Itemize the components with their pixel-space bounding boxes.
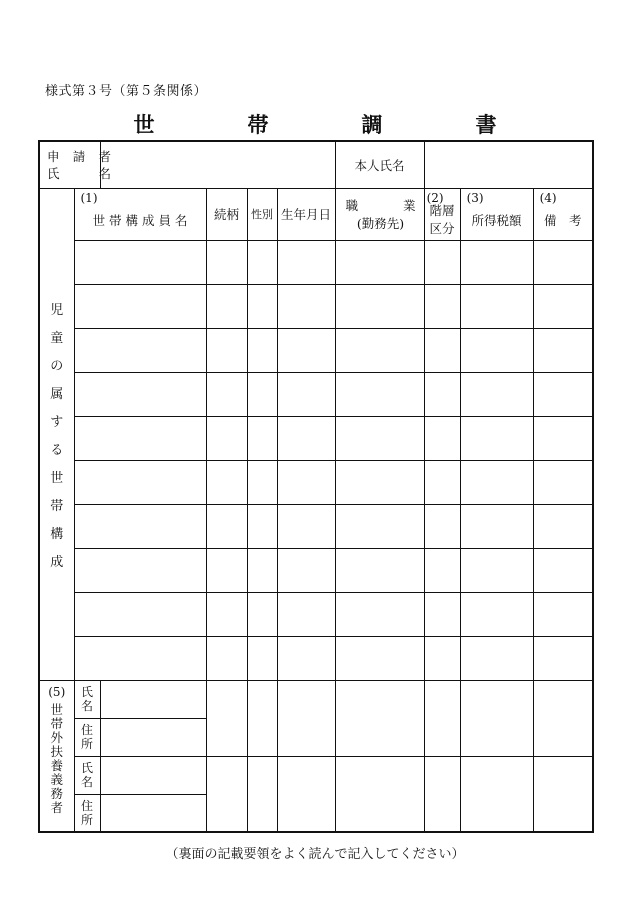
remarks-cell[interactable] bbox=[533, 460, 593, 504]
instruction-note: （裏面の記載要領をよく読んで記入してください） bbox=[165, 847, 465, 862]
income-tax-cell[interactable] bbox=[460, 592, 533, 636]
member-name-cell[interactable] bbox=[74, 548, 206, 592]
income-tax-cell[interactable] bbox=[460, 240, 533, 284]
member-name-cell[interactable] bbox=[74, 328, 206, 372]
birthdate-cell[interactable] bbox=[277, 636, 335, 680]
class-cell[interactable] bbox=[424, 284, 460, 328]
table-row bbox=[39, 636, 593, 680]
supporter-birthdate-cell[interactable] bbox=[277, 680, 335, 756]
birthdate-cell[interactable] bbox=[277, 504, 335, 548]
class-cell[interactable] bbox=[424, 504, 460, 548]
occupation-header: 職 業 (勤務先) bbox=[335, 188, 424, 240]
document-title: 世 帯 調 書 bbox=[133, 112, 533, 137]
member-name-cell[interactable] bbox=[74, 284, 206, 328]
supporter-birthdate-cell[interactable] bbox=[277, 756, 335, 832]
table-row bbox=[39, 372, 593, 416]
class-cell[interactable] bbox=[424, 460, 460, 504]
supporter-name-label: 氏 名 bbox=[74, 680, 100, 718]
income-tax-cell[interactable] bbox=[460, 416, 533, 460]
relation-header: 続柄 bbox=[206, 188, 247, 240]
supporter-relation-cell[interactable] bbox=[206, 756, 247, 832]
applicant-name-field[interactable] bbox=[100, 141, 335, 188]
supporter-sex-cell[interactable] bbox=[247, 680, 277, 756]
sex-header: 性別 bbox=[247, 188, 277, 240]
supporter-sex-cell[interactable] bbox=[247, 756, 277, 832]
remarks-cell[interactable] bbox=[533, 328, 593, 372]
remarks-header: (4) 備 考 bbox=[533, 188, 593, 240]
relation-cell[interactable] bbox=[206, 592, 247, 636]
relation-cell[interactable] bbox=[206, 372, 247, 416]
sex-cell[interactable] bbox=[247, 372, 277, 416]
member-name-header: (1) 世 帯 構 成 員 名 bbox=[74, 188, 206, 240]
occupation-cell[interactable] bbox=[335, 240, 424, 284]
member-name-cell[interactable] bbox=[74, 240, 206, 284]
birthdate-cell[interactable] bbox=[277, 592, 335, 636]
income-tax-cell[interactable] bbox=[460, 636, 533, 680]
remarks-cell[interactable] bbox=[533, 548, 593, 592]
supporter-address-label: 住 所 bbox=[74, 718, 100, 756]
occupation-cell[interactable] bbox=[335, 636, 424, 680]
class-header: (2) 階層 区分 bbox=[424, 188, 460, 240]
birthdate-cell[interactable] bbox=[277, 460, 335, 504]
table-row bbox=[39, 328, 593, 372]
remarks-cell[interactable] bbox=[533, 372, 593, 416]
relation-cell[interactable] bbox=[206, 504, 247, 548]
member-name-cell[interactable] bbox=[74, 636, 206, 680]
household-survey-table bbox=[38, 140, 594, 833]
sex-cell[interactable] bbox=[247, 416, 277, 460]
remarks-cell[interactable] bbox=[533, 592, 593, 636]
occupation-cell[interactable] bbox=[335, 284, 424, 328]
occupation-cell[interactable] bbox=[335, 460, 424, 504]
table-row bbox=[39, 416, 593, 460]
income-tax-cell[interactable] bbox=[460, 372, 533, 416]
remarks-cell[interactable] bbox=[533, 416, 593, 460]
supporter-income-tax-cell[interactable] bbox=[460, 680, 533, 756]
table-row bbox=[39, 592, 593, 636]
income-tax-cell[interactable] bbox=[460, 504, 533, 548]
income-tax-cell[interactable] bbox=[460, 460, 533, 504]
form-code: 様式第３号（第５条関係） bbox=[45, 84, 208, 99]
remarks-cell[interactable] bbox=[533, 504, 593, 548]
supporter-remarks-cell[interactable] bbox=[533, 680, 593, 756]
relation-cell[interactable] bbox=[206, 460, 247, 504]
occupation-cell[interactable] bbox=[335, 504, 424, 548]
supporter-address-field[interactable] bbox=[100, 718, 206, 756]
birthdate-cell[interactable] bbox=[277, 240, 335, 284]
relation-cell[interactable] bbox=[206, 284, 247, 328]
member-name-cell[interactable] bbox=[74, 592, 206, 636]
class-cell[interactable] bbox=[424, 636, 460, 680]
supporter-income-tax-cell[interactable] bbox=[460, 756, 533, 832]
applicant-name-label: 申 請 者 氏 名 bbox=[39, 141, 100, 188]
member-name-cell[interactable] bbox=[74, 416, 206, 460]
supporter-occupation-cell[interactable] bbox=[335, 756, 424, 832]
supporter-name-field[interactable] bbox=[100, 680, 206, 718]
income-tax-cell[interactable] bbox=[460, 548, 533, 592]
class-cell[interactable] bbox=[424, 328, 460, 372]
relation-cell[interactable] bbox=[206, 416, 247, 460]
self-name-field[interactable] bbox=[424, 141, 593, 188]
class-cell[interactable] bbox=[424, 372, 460, 416]
birthdate-cell[interactable] bbox=[277, 284, 335, 328]
sex-cell[interactable] bbox=[247, 592, 277, 636]
supporter-class-cell[interactable] bbox=[424, 680, 460, 756]
income-tax-header: (3) 所得税額 bbox=[460, 188, 533, 240]
income-tax-cell[interactable] bbox=[460, 284, 533, 328]
sex-cell[interactable] bbox=[247, 284, 277, 328]
sex-cell[interactable] bbox=[247, 460, 277, 504]
table-row bbox=[39, 548, 593, 592]
class-cell[interactable] bbox=[424, 592, 460, 636]
class-cell[interactable] bbox=[424, 548, 460, 592]
supporter-name-label: 氏 名 bbox=[74, 756, 100, 794]
sex-cell[interactable] bbox=[247, 504, 277, 548]
applicant-row bbox=[39, 141, 593, 188]
external-supporter-label: (5) 世 帯 外 扶 養 義 務 者 bbox=[39, 680, 74, 832]
occupation-cell[interactable] bbox=[335, 592, 424, 636]
class-cell[interactable] bbox=[424, 416, 460, 460]
supporter-occupation-cell[interactable] bbox=[335, 680, 424, 756]
table-row bbox=[39, 504, 593, 548]
table-row bbox=[39, 284, 593, 328]
supporter-row-2-name bbox=[39, 756, 593, 794]
supporter-row-1-name bbox=[39, 680, 593, 718]
relation-cell[interactable] bbox=[206, 636, 247, 680]
supporter-address-field[interactable] bbox=[100, 794, 206, 832]
sex-cell[interactable] bbox=[247, 328, 277, 372]
self-name-label: 本人氏名 bbox=[335, 141, 424, 188]
member-name-cell[interactable] bbox=[74, 504, 206, 548]
income-tax-cell[interactable] bbox=[460, 328, 533, 372]
relation-cell[interactable] bbox=[206, 548, 247, 592]
birthdate-cell[interactable] bbox=[277, 548, 335, 592]
birthdate-cell[interactable] bbox=[277, 416, 335, 460]
household-composition-label: 児 童 の 属 す る 世 帯 構 成 bbox=[39, 188, 74, 680]
occupation-cell[interactable] bbox=[335, 372, 424, 416]
supporter-remarks-cell[interactable] bbox=[533, 756, 593, 832]
relation-cell[interactable] bbox=[206, 328, 247, 372]
occupation-cell[interactable] bbox=[335, 416, 424, 460]
member-name-cell[interactable] bbox=[74, 460, 206, 504]
remarks-cell[interactable] bbox=[533, 240, 593, 284]
occupation-cell[interactable] bbox=[335, 548, 424, 592]
remarks-cell[interactable] bbox=[533, 284, 593, 328]
household-header-row bbox=[39, 188, 593, 240]
birthdate-header: 生年月日 bbox=[277, 188, 335, 240]
table-row bbox=[39, 240, 593, 284]
supporter-relation-cell[interactable] bbox=[206, 680, 247, 756]
class-cell[interactable] bbox=[424, 240, 460, 284]
supporter-address-label: 住 所 bbox=[74, 794, 100, 832]
birthdate-cell[interactable] bbox=[277, 372, 335, 416]
birthdate-cell[interactable] bbox=[277, 328, 335, 372]
member-name-cell[interactable] bbox=[74, 372, 206, 416]
supporter-class-cell[interactable] bbox=[424, 756, 460, 832]
sex-cell[interactable] bbox=[247, 636, 277, 680]
relation-cell[interactable] bbox=[206, 240, 247, 284]
remarks-cell[interactable] bbox=[533, 636, 593, 680]
occupation-cell[interactable] bbox=[335, 328, 424, 372]
table-row bbox=[39, 460, 593, 504]
supporter-name-field[interactable] bbox=[100, 756, 206, 794]
sex-cell[interactable] bbox=[247, 548, 277, 592]
sex-cell[interactable] bbox=[247, 240, 277, 284]
